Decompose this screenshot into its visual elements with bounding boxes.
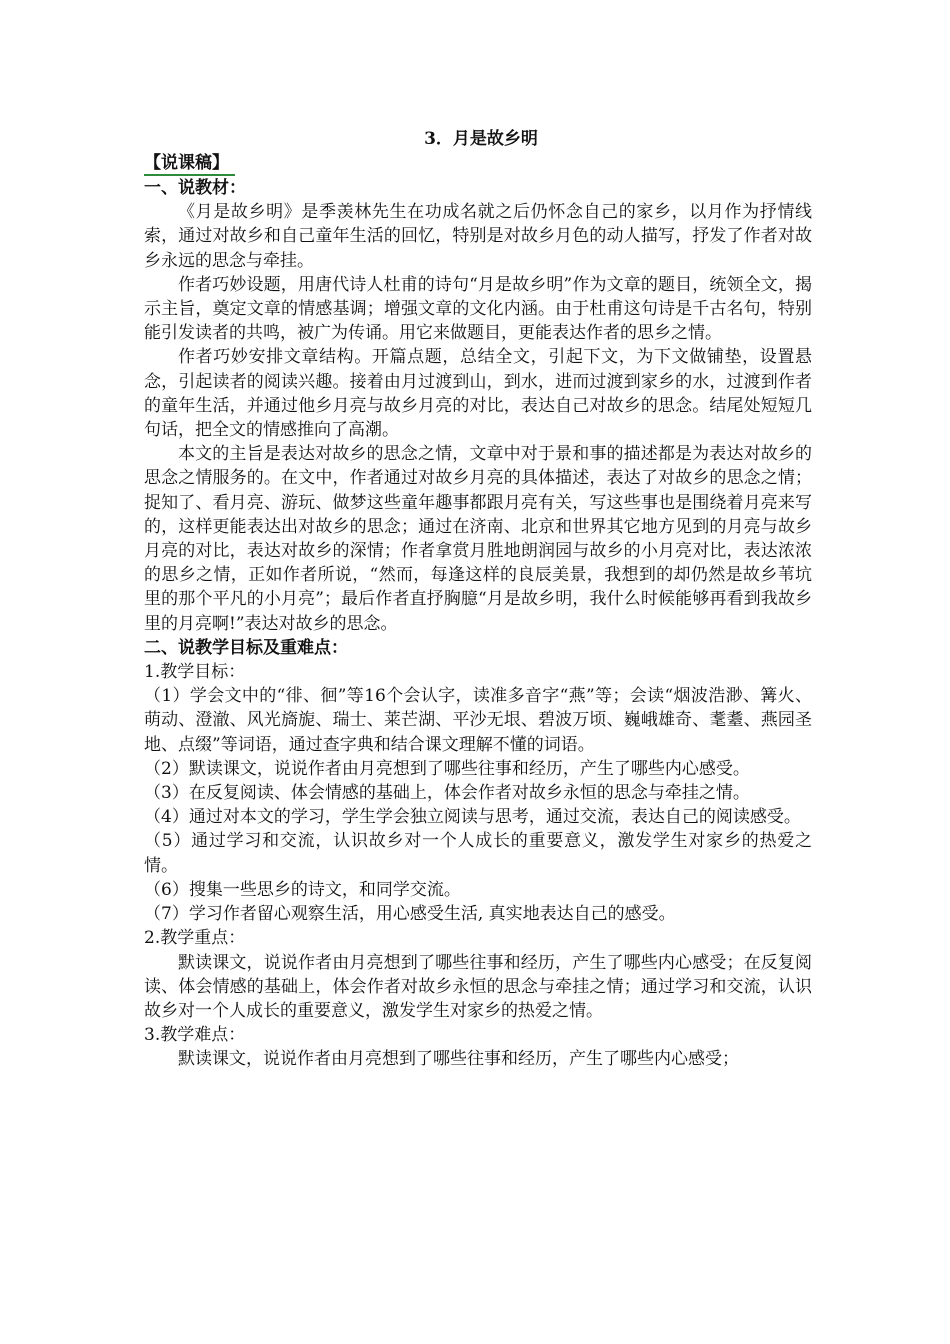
section1-paragraph-1: 《月是故乡明》是季羡林先生在功成名就之后仍怀念自己的家乡，以月作为抒情线索，通过对故乡和自己童年生活的回忆，特别是对故乡月色的动人描写，抒发了作者对故乡永远的思念与牵挂。 (144, 202, 812, 271)
goal-item-5: （5）通过学习和交流，认识故乡对一个人成长的重要意义，激发学生对家乡的热爱之情。 (144, 831, 812, 876)
tag-row (144, 151, 812, 176)
section1-paragraph-2: 作者巧妙设题，用唐代诗人杜甫的诗句“月是故乡明”作为文章的题目，统领全文，揭示主旨，奠定文章的情感基调；增强文章的文化内涵。由于杜甫这句诗是千古名句，特别能引发读者的共鸣，被广为传诵。用它来做题目，更能表达作者的思乡之情。 (144, 274, 812, 344)
goals-label: 1.教学目标： (144, 662, 246, 683)
section2-heading: 二、说教学目标及重难点： (144, 637, 348, 658)
goal-item-6: （6）搜集一些思乡的诗文，和同学交流。 (144, 879, 461, 900)
goal-item-2: （2）默读课文，说说作者由月亮想到了哪些往事和经历，产生了哪些内心感受。 (144, 758, 750, 779)
lecture-tag: 【说课稿】 (144, 152, 235, 176)
section1-heading: 一、说教材： (144, 178, 246, 198)
goal-item-1: （1）学会文中的“徘、徊”等16个会认字，读准多音字“燕”等；会读“烟波浩渺、篝火、萌动、澄澈、风光旖旎、瑞士、莱芒湖、平沙无垠、碧波万顷、巍峨雄奇、耄耋、燕园圣地、点缀”等词语，通过查字典和结合课文理解不懂的词语。 (144, 686, 812, 755)
key-points-text: 默读课文，说说作者由月亮想到了哪些往事和经历，产生了哪些内心感受；在反复阅读、体会情感的基础上，体会作者对故乡永恒的思念与牵挂之情；通过学习和交流，认识故乡对一个人成长的重要意义，激发学生对家乡的热爱之情。 (144, 952, 812, 1021)
goal-item-4: （4）通过对本文的学习，学生学会独立阅读与思考，通过交流，表达自己的阅读感受。 (144, 807, 801, 828)
difficulty-text: 默读课文，说说作者由月亮想到了哪些往事和经历，产生了哪些内心感受； (178, 1049, 739, 1070)
difficulty-label: 3.教学难点： (144, 1025, 246, 1046)
key-points-label: 2.教学重点： (144, 928, 246, 949)
goal-item-3: （3）在反复阅读、体会情感的基础上，体会作者对故乡永恒的思念与牵挂之情。 (144, 783, 750, 804)
section1-paragraph-3: 作者巧妙安排文章结构。开篇点题，总结全文，引起下文，为下文做铺垫，设置悬念，引起读者的阅读兴趣。接着由月过渡到山，到水，进而过渡到家乡的水，过渡到作者的童年生活，并通过他乡月亮与故乡月亮的对比，表达自己对故乡的思念。结尾处短短几句话，把全文的情感推向了高潮。 (144, 347, 812, 441)
document-page (144, 127, 812, 1072)
document-title: 3．月是故乡明 (424, 129, 538, 149)
goal-item-7: （7）学习作者留心观察生活，用心感受生活, 真实地表达自己的感受。 (144, 904, 676, 925)
section1-paragraph-4: 本文的主旨是表达对故乡的思念之情，文章中对于景和事的描述都是为表达对故乡的思念之情服务的。在文中，作者通过对故乡月亮的具体描述，表达了对故乡的思念之情；捉知了、看月亮、游玩、做梦这些童年趣事都跟月亮有关，写这些事也是围绕着月亮来写的，这样更能表达出对故乡的思念；通过在济南、北京和世界其它地方见到的月亮与故乡月亮的对比，表达对故乡的深情；作者拿赏月胜地朗润园与故乡的小月亮对比，表达浓浓的思乡之情，正如作者所说，“然而，每逢这样的良辰美景，我想到的却仍然是故乡苇坑里的那个平凡的小月亮”；最后作者直抒胸臆“月是故乡明，我什么时候能够再看到我故乡里的月亮啊!”表达对故乡的思念。 (144, 444, 812, 634)
